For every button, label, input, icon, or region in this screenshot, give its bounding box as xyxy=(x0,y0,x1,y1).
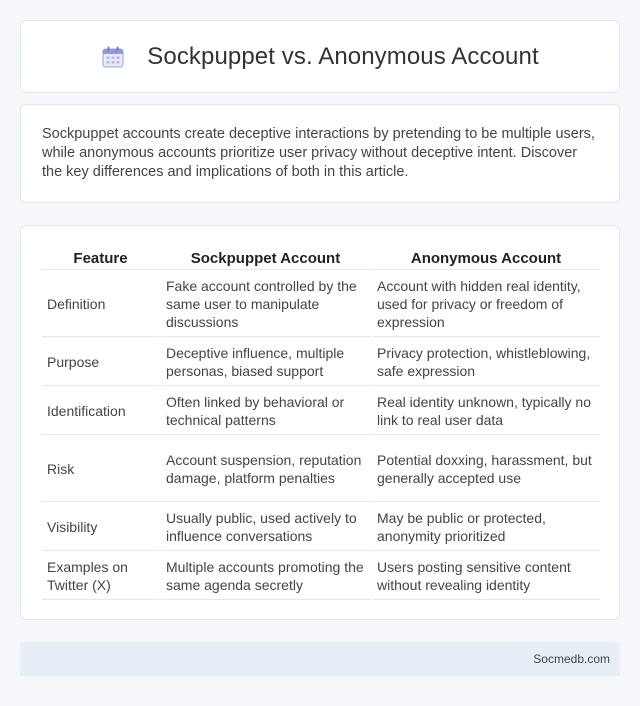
cell-anonymous: Potential doxxing, harassment, but generally accepted use xyxy=(372,435,600,502)
cell-anonymous: Privacy protection, whistleblowing, safe expression xyxy=(372,337,600,386)
footer xyxy=(20,642,620,676)
cell-anonymous: Account with hidden real identity, used for privacy or freedom of expression xyxy=(372,270,600,337)
table-row xyxy=(42,386,600,435)
cell-feature: Definition xyxy=(42,270,159,337)
intro-card xyxy=(20,104,620,203)
header-feature: Feature xyxy=(42,245,159,270)
table-row xyxy=(42,435,600,502)
title-card xyxy=(20,20,620,93)
page-title: Sockpuppet vs. Anonymous Account xyxy=(147,42,539,70)
cell-sockpuppet: Account suspension, reputation damage, platform penalties xyxy=(161,435,370,502)
table-row xyxy=(42,551,600,600)
cell-anonymous: Users posting sensitive content without revealing identity xyxy=(372,551,600,600)
footer-site-name: Socmedb.com xyxy=(533,652,610,666)
cell-sockpuppet: Usually public, used actively to influence conversations xyxy=(161,502,370,551)
cell-sockpuppet: Fake account controlled by the same user to manipulate discussions xyxy=(161,270,370,337)
cell-anonymous: Real identity unknown, typically no link to real user data xyxy=(372,386,600,435)
table-row xyxy=(42,502,600,551)
table-row xyxy=(42,270,600,337)
comparison-table-card xyxy=(20,225,620,620)
header-sockpuppet: Sockpuppet Account xyxy=(161,245,370,270)
table-row xyxy=(42,337,600,386)
comparison-table xyxy=(40,245,602,600)
cell-sockpuppet: Multiple accounts promoting the same agenda secretly xyxy=(161,551,370,600)
cell-feature: Visibility xyxy=(42,502,159,551)
cell-feature: Examples on Twitter (X) xyxy=(42,551,159,600)
header-anonymous: Anonymous Account xyxy=(372,245,600,270)
table-header-row xyxy=(42,245,600,270)
cell-feature: Identification xyxy=(42,386,159,435)
cell-feature: Risk xyxy=(42,435,159,502)
cell-sockpuppet: Deceptive influence, multiple personas, biased support xyxy=(161,337,370,386)
calendar-icon xyxy=(101,45,125,69)
cell-anonymous: May be public or protected, anonymity prioritized xyxy=(372,502,600,551)
intro-paragraph: Sockpuppet accounts create deceptive interactions by pretending to be multiple users, while anonymous accounts prioritize user privacy without deceptive intent. Discover the key differences and implications of both in this article. xyxy=(42,126,595,180)
cell-feature: Purpose xyxy=(42,337,159,386)
cell-sockpuppet: Often linked by behavioral or technical patterns xyxy=(161,386,370,435)
